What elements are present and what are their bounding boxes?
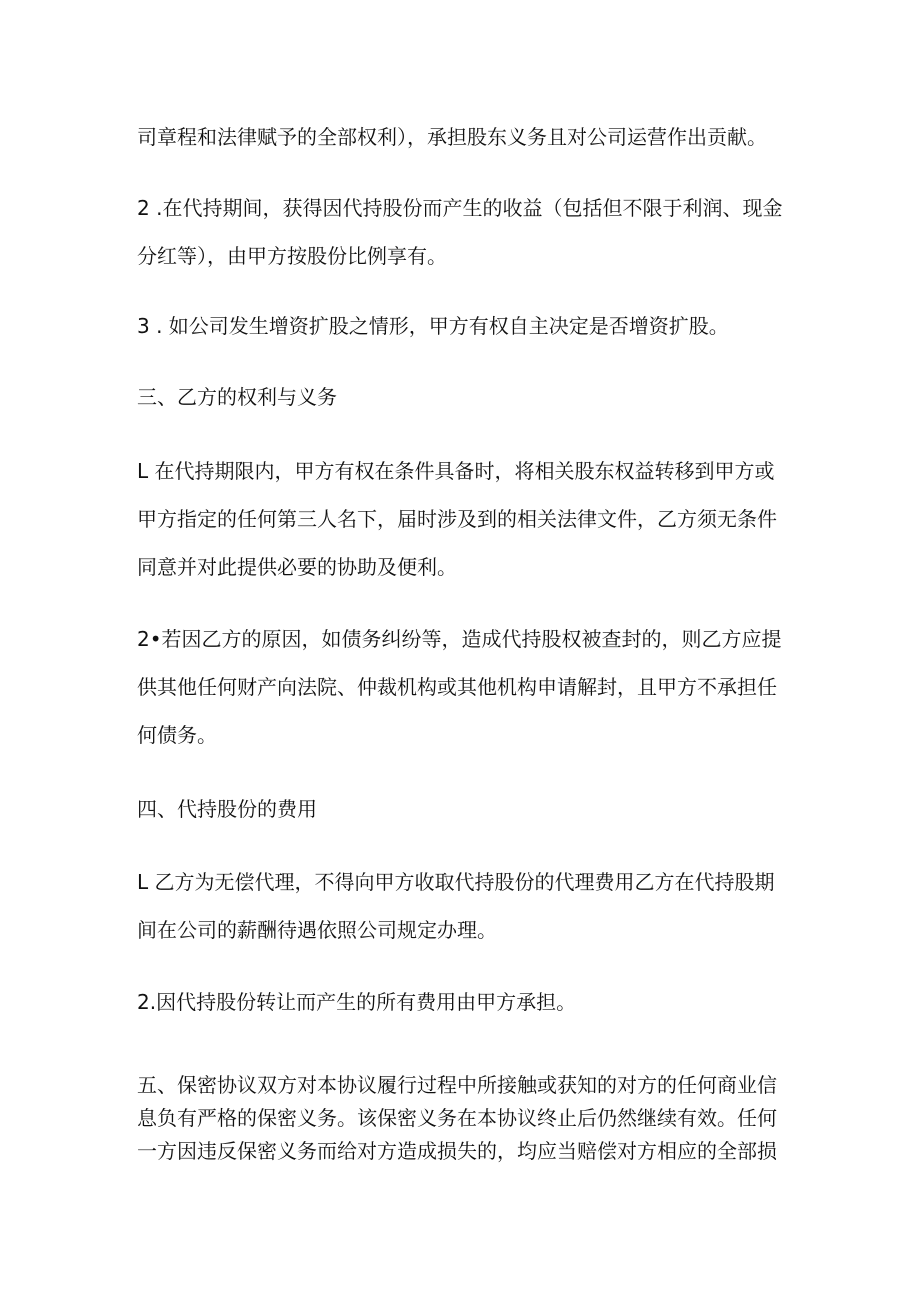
- text-line: 甲方指定的任何第三人名下，届时涉及到的相关法律文件，乙方须无条件: [137, 507, 777, 531]
- paragraph-item-3-capital-increase: [137, 302, 787, 350]
- paragraph-item-2-seizure: [137, 615, 787, 759]
- text-line: 五、保密协议双方对本协议履行过程中所接触或获知的对方的任何商业信: [137, 1073, 777, 1097]
- text-line: 3 . 如公司发生增资扩股之情形，甲方有权自主决定是否增资扩股。: [137, 314, 729, 338]
- text-line: 息负有严格的保密义务。该保密义务在本协议终止后仍然继续有效。任何: [137, 1106, 777, 1130]
- text-line: 2 .在代持期间，获得因代持股份而产生的收益（包括但不限于利润、现金: [137, 196, 783, 220]
- paragraph-item-2-income: [137, 184, 787, 280]
- text-line: 分红等），由甲方按股份比例享有。: [137, 244, 447, 268]
- text-line: 何债务。: [137, 723, 217, 747]
- paragraph-item-2-transfer-costs: [137, 978, 787, 1026]
- text-line: 供其他任何财产向法院、仲裁机构或其他机构申请解封，且甲方不承担任: [137, 675, 777, 699]
- paragraph-item-1-transfer: [137, 447, 787, 591]
- text-line: 同意并对此提供必要的协助及便利。: [137, 555, 457, 579]
- paragraph-item-1-no-fee: [137, 858, 787, 954]
- section-confidentiality: [137, 1069, 787, 1168]
- text-line: 司章程和法律赋予的全部权利），承担股东义务且对公司运营作出贡献。: [137, 125, 767, 149]
- section-heading-fees: [137, 785, 787, 833]
- paragraph-rights-continued: [137, 113, 787, 161]
- text-line: 2•若因乙方的原因，如债务纠纷等，造成代持股权被查封的，则乙方应提: [137, 627, 782, 651]
- text-line: L 乙方为无偿代理，不得向甲方收取代持股份的代理费用乙方在代持股期: [137, 870, 775, 894]
- text-line: L 在代持期限内，甲方有权在条件具备时，将相关股东权益转移到甲方或: [137, 459, 775, 483]
- text-line: 一方因违反保密义务而给对方造成损失的，均应当赔偿对方相应的全部损: [137, 1139, 777, 1163]
- heading-text: 四、代持股份的费用: [137, 797, 317, 821]
- heading-text: 三、乙方的权利与义务: [137, 385, 337, 409]
- text-line: 间在公司的薪酬待遇依照公司规定办理。: [137, 918, 497, 942]
- section-heading-party-b-rights: [137, 373, 787, 421]
- text-line: 2.因代持股份转让而产生的所有费用由甲方承担。: [137, 990, 577, 1014]
